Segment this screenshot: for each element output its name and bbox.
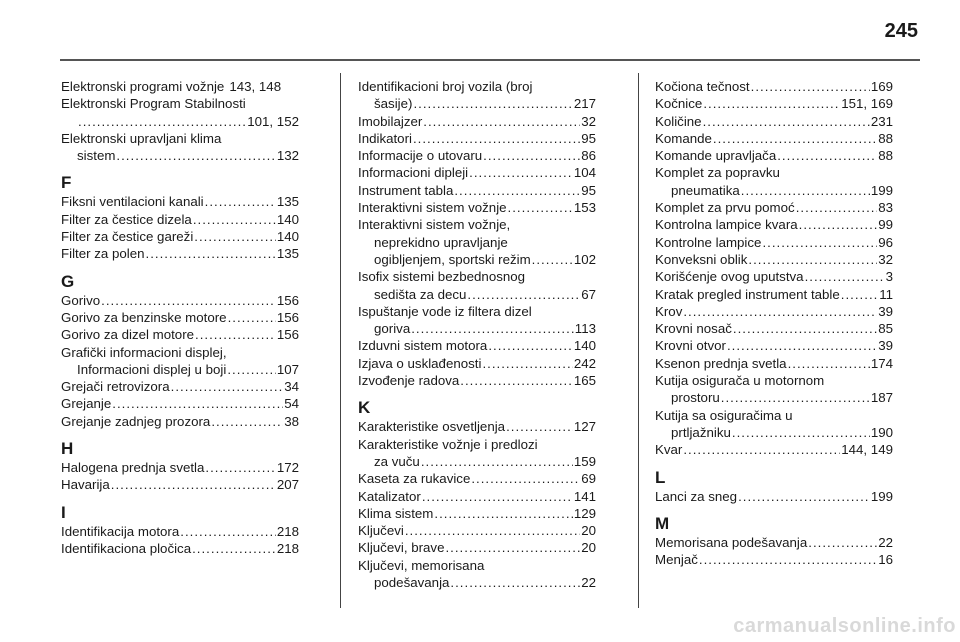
index-entry-page: 88 xyxy=(878,130,893,146)
index-entry-page: 156 xyxy=(276,327,299,343)
index-entry xyxy=(655,424,893,441)
index-entry-page: 34 xyxy=(284,379,299,395)
dot-leader xyxy=(738,488,870,505)
index-entry-text: neprekidno upravljanje xyxy=(374,234,508,250)
index-entry xyxy=(655,130,893,147)
index-entry xyxy=(655,251,893,268)
index-entry xyxy=(61,147,299,164)
index-entry-term: Informacije o utovaru xyxy=(358,148,483,164)
header-rule xyxy=(60,59,920,61)
index-entry xyxy=(61,228,299,245)
index-entry-term: Količine xyxy=(655,113,702,129)
index-entry-page: 3 xyxy=(885,269,893,285)
dot-leader xyxy=(434,505,572,522)
index-entry-text: Karakteristike vožnje i predlozi xyxy=(358,436,538,452)
index-entry-page: 38 xyxy=(284,413,299,429)
dot-leader xyxy=(703,95,840,112)
index-entry-page: 88 xyxy=(878,148,893,164)
index-entry-term: Klima sistem xyxy=(358,505,434,521)
index-entry-term: Identifikaciona pločica xyxy=(61,540,192,556)
dot-leader xyxy=(713,130,877,147)
index-entry-page: 242 xyxy=(573,355,596,371)
index-entry-term: Komande xyxy=(655,130,712,146)
index-entry-page: 20 xyxy=(581,523,596,539)
index-entry-term: Kratak pregled instrument table xyxy=(655,286,840,302)
index-column-2 xyxy=(358,78,596,591)
index-letter-heading: L xyxy=(655,467,666,487)
index-entry-page: 39 xyxy=(878,338,893,354)
index-entry-page: 69 xyxy=(581,471,596,487)
index-entry xyxy=(655,147,893,164)
index-entry xyxy=(358,574,596,591)
index-entry-page: 190 xyxy=(870,424,893,440)
dot-leader xyxy=(808,534,877,551)
dot-leader xyxy=(841,286,878,303)
index-entry xyxy=(655,389,893,406)
index-entry-text: Grafički informacioni displej, xyxy=(61,344,227,360)
index-entry xyxy=(655,337,893,354)
index-entry-page: 159 xyxy=(573,453,596,469)
index-entry-page: 156 xyxy=(276,309,299,325)
index-entry-page: 140 xyxy=(276,229,299,245)
index-entry xyxy=(358,95,596,112)
dot-leader xyxy=(445,539,580,556)
index-entry-term: Krovni nosač xyxy=(655,321,732,337)
index-entry-page: 67 xyxy=(581,286,596,302)
index-entry xyxy=(655,355,893,372)
index-entry xyxy=(358,286,596,303)
column-divider xyxy=(340,73,341,608)
index-entry xyxy=(655,234,893,251)
index-entry-page: 141 xyxy=(573,488,596,504)
index-entry-term: sedišta za decu xyxy=(374,286,467,302)
index-entry-page: 99 xyxy=(878,217,893,233)
index-entry xyxy=(358,164,596,181)
index-entry-term: Kvar xyxy=(655,442,683,458)
index-entry-term: sistem xyxy=(77,148,116,164)
index-entry xyxy=(358,505,596,522)
dot-leader xyxy=(506,418,573,435)
index-entry-term: Interaktivni sistem vožnje xyxy=(358,200,507,216)
index-entry-page: 199 xyxy=(870,182,893,198)
index-entry xyxy=(655,268,893,285)
index-entry xyxy=(61,378,299,395)
index-entry xyxy=(655,303,893,320)
index-entry xyxy=(61,395,299,412)
index-entry-page: 32 xyxy=(878,251,893,267)
index-entry xyxy=(358,130,596,147)
index-entry xyxy=(358,522,596,539)
index-entry xyxy=(358,539,596,556)
index-entry-term: Indikatori xyxy=(358,130,412,146)
index-entry-term: Informacioni displej u boji xyxy=(77,361,227,377)
index-entry-text: Identifikacioni broj vozila (broj xyxy=(358,79,533,94)
index-entry xyxy=(358,251,596,268)
index-entry-term: Ključevi xyxy=(358,523,404,539)
index-entry-text: Kutija sa osiguračima u xyxy=(655,407,793,423)
index-entry-term: podešavanja xyxy=(374,575,450,591)
index-entry-term: Izduvni sistem motora xyxy=(358,338,488,354)
dot-leader xyxy=(205,193,276,210)
index-entry-page: 102 xyxy=(573,251,596,267)
index-entry-term: Izjava o usklađenosti xyxy=(358,355,482,371)
index-entry xyxy=(655,320,893,337)
dot-leader xyxy=(483,147,580,164)
index-entry-term: Ključevi, brave xyxy=(358,540,445,556)
index-entry-page: 207 xyxy=(276,477,299,493)
index-entry xyxy=(358,199,596,216)
index-entry-term: Elektronski programi vožnje xyxy=(61,79,225,94)
dot-leader xyxy=(683,303,877,320)
index-entry-term: Memorisana podešavanja xyxy=(655,534,808,550)
index-entry-term: Filter za čestice gareži xyxy=(61,229,194,245)
dot-leader xyxy=(421,453,573,470)
index-entry xyxy=(655,199,893,216)
index-entry xyxy=(358,182,596,199)
index-entry xyxy=(358,453,596,470)
dot-leader xyxy=(751,78,870,95)
index-entry-page: 172 xyxy=(276,460,299,476)
index-letter-heading: H xyxy=(61,439,74,459)
index-entry-term: Karakteristike osvetljenja xyxy=(358,419,506,435)
index-entry-page: 218 xyxy=(276,523,299,539)
index-entry-text: Kutija osigurača u motornom xyxy=(655,373,825,389)
index-entry xyxy=(358,113,596,130)
index-entry-page: 113 xyxy=(574,321,596,337)
index-entry xyxy=(358,147,596,164)
index-entry-term: Kaseta za rukavice xyxy=(358,471,471,487)
dot-leader xyxy=(748,251,877,268)
index-entry-term: Grejači retrovizora xyxy=(61,379,170,395)
index-entry-page: 165 xyxy=(573,373,596,389)
index-entry-term: Filter za polen xyxy=(61,246,145,262)
index-entry-page: 231 xyxy=(870,113,893,129)
dot-leader xyxy=(471,470,580,487)
index-entry-text: Ključevi, memorisana xyxy=(358,557,485,573)
index-letter-heading: M xyxy=(655,513,670,533)
index-entry-page: 156 xyxy=(276,292,299,308)
dot-leader xyxy=(460,372,573,389)
index-entry xyxy=(655,216,893,233)
index-entry-page: 218 xyxy=(276,540,299,556)
dot-leader xyxy=(227,361,276,378)
index-entry-page: 135 xyxy=(276,246,299,262)
dot-leader xyxy=(796,199,878,216)
dot-leader xyxy=(467,286,580,303)
dot-leader xyxy=(211,413,283,430)
index-entry-page: 135 xyxy=(276,194,299,210)
index-entry-page: 86 xyxy=(581,148,596,164)
dot-leader xyxy=(116,147,275,164)
index-entry-page: 39 xyxy=(878,303,893,319)
index-entry-text: Elektronski upravljani klima xyxy=(61,130,222,146)
dot-leader xyxy=(405,522,580,539)
index-letter-heading: G xyxy=(61,271,75,291)
index-entry-term: Menjač xyxy=(655,552,698,568)
column-divider xyxy=(638,73,639,608)
index-entry-page: 129 xyxy=(573,505,596,521)
index-entry-page: 127 xyxy=(573,419,596,435)
index-entry-page: 22 xyxy=(581,575,596,591)
index-entry xyxy=(61,326,299,343)
index-entry-page: 174 xyxy=(870,355,893,371)
dot-leader xyxy=(727,337,877,354)
index-entry-page: 101, 152 xyxy=(247,113,299,129)
index-column-1 xyxy=(61,78,299,557)
index-letter-heading: F xyxy=(61,173,72,193)
index-entry-term: Gorivo xyxy=(61,292,101,308)
dot-leader xyxy=(482,355,572,372)
dot-leader xyxy=(741,182,870,199)
index-entry-page: 20 xyxy=(581,540,596,556)
index-entry xyxy=(61,292,299,309)
index-entry-term: Filter za čestice dizela xyxy=(61,211,192,227)
dot-leader xyxy=(422,488,573,505)
index-entry-page: 96 xyxy=(878,234,893,250)
index-entry-term: Gorivo za dizel motore xyxy=(61,327,195,343)
dot-leader xyxy=(762,234,877,251)
index-entry-term: prostoru xyxy=(671,390,720,406)
index-entry-term: Havarija xyxy=(61,477,110,493)
index-entry-page: 54 xyxy=(284,396,299,412)
index-entry-page: 104 xyxy=(573,165,596,181)
watermark-text: carmanualsonline.info xyxy=(733,615,956,637)
index-entry-page: 144, 149 xyxy=(841,442,893,458)
index-entry xyxy=(655,534,893,551)
index-entry-term: ogibljenjem, sportski režim xyxy=(374,251,531,267)
index-entry-page: 143, 148 xyxy=(229,79,282,94)
index-entry-page: 187 xyxy=(870,390,893,406)
dot-leader xyxy=(228,309,276,326)
index-entry-page: 83 xyxy=(878,200,893,216)
index-entry xyxy=(358,337,596,354)
dot-leader xyxy=(195,326,276,343)
index-entry-page: 132 xyxy=(276,148,299,164)
dot-leader xyxy=(508,199,573,216)
index-entry-term: Imobilajzer xyxy=(358,113,423,129)
index-entry-page: 140 xyxy=(573,338,596,354)
index-entry-term: Ksenon prednja svetla xyxy=(655,355,787,371)
dot-leader xyxy=(732,424,870,441)
index-entry-term: Identifikacija motora xyxy=(61,523,180,539)
index-entry-text: Ispuštanje vode iz filtera dizel xyxy=(358,303,532,319)
dot-leader xyxy=(699,551,877,568)
dot-leader xyxy=(112,395,283,412)
index-entry xyxy=(61,523,299,540)
index-entry-term: šasije) xyxy=(374,96,413,112)
index-entry-term: Halogena prednja svetla xyxy=(61,460,205,476)
dot-leader xyxy=(469,164,573,181)
index-entry xyxy=(61,113,299,130)
index-entry-term: Kontrolna lampice kvara xyxy=(655,217,798,233)
dot-leader xyxy=(78,113,246,130)
index-entry xyxy=(358,372,596,389)
index-entry-term: Kontrolne lampice xyxy=(655,234,762,250)
index-entry xyxy=(61,211,299,228)
dot-leader xyxy=(423,113,580,130)
dot-leader xyxy=(171,378,284,395)
index-entry xyxy=(655,95,893,112)
index-entry-page: 16 xyxy=(878,552,893,568)
index-entry-page: 85 xyxy=(878,321,893,337)
index-entry xyxy=(61,540,299,557)
index-entry xyxy=(61,245,299,262)
index-entry-term: Komplet za prvu pomoć xyxy=(655,200,795,216)
index-entry-text: Komplet za popravku xyxy=(655,165,780,181)
dot-leader xyxy=(532,251,573,268)
index-entry-text: Elektronski Program Stabilnosti xyxy=(61,96,246,112)
dot-leader xyxy=(413,95,572,112)
index-entry-page: 107 xyxy=(276,361,299,377)
index-entry xyxy=(655,182,893,199)
dot-leader xyxy=(721,389,870,406)
index-entry xyxy=(358,418,596,435)
index-entry-page: 22 xyxy=(878,534,893,550)
dot-leader xyxy=(411,320,574,337)
index-entry-term: Lanci za sneg xyxy=(655,488,738,504)
index-entry-text: Interaktivni sistem vožnje, xyxy=(358,217,511,233)
dot-leader xyxy=(788,355,870,372)
index-entry xyxy=(655,488,893,505)
index-entry-term: goriva xyxy=(374,321,411,337)
page-number: 245 xyxy=(884,20,918,42)
index-entry-page: 11 xyxy=(879,286,893,302)
index-entry xyxy=(655,113,893,130)
index-entry xyxy=(655,551,893,568)
index-entry-page: 199 xyxy=(870,488,893,504)
index-entry-term: Fiksni ventilacioni kanali xyxy=(61,194,204,210)
index-entry xyxy=(61,193,299,210)
dot-leader xyxy=(193,211,276,228)
index-entry xyxy=(358,355,596,372)
index-entry xyxy=(61,413,299,430)
dot-leader xyxy=(413,130,580,147)
index-entry xyxy=(358,488,596,505)
dot-leader xyxy=(683,441,840,458)
index-entry-term: Informacioni dipleji xyxy=(358,165,469,181)
index-entry-term: Komande upravljača xyxy=(655,148,777,164)
index-entry-term: Krovni otvor xyxy=(655,338,726,354)
index-entry xyxy=(61,309,299,326)
index-entry xyxy=(61,78,299,95)
index-entry xyxy=(61,476,299,493)
dot-leader xyxy=(777,147,877,164)
dot-leader xyxy=(205,459,275,476)
index-entry-page: 140 xyxy=(276,211,299,227)
index-entry-term: Krov xyxy=(655,303,683,319)
dot-leader xyxy=(733,320,877,337)
index-column-3 xyxy=(655,78,893,568)
index-entry-term: Korišćenje ovog uputstva xyxy=(655,269,804,285)
index-entry-page: 217 xyxy=(573,96,596,112)
index-entry-term: prtljažniku xyxy=(671,424,731,440)
index-entry xyxy=(358,470,596,487)
dot-leader xyxy=(192,540,276,557)
dot-leader xyxy=(488,337,572,354)
dot-leader xyxy=(180,523,276,540)
index-letter-heading: K xyxy=(358,398,371,418)
index-entry-term: Grejanje xyxy=(61,396,112,412)
index-entry-term: Grejanje zadnjeg prozora xyxy=(61,413,211,429)
index-entry xyxy=(61,459,299,476)
index-entry-term: za vuču xyxy=(374,453,420,469)
index-entry-term: Konveksni oblik xyxy=(655,251,748,267)
index-entry-term: Izvođenje radova xyxy=(358,373,460,389)
index-entry xyxy=(358,320,596,337)
dot-leader xyxy=(194,228,276,245)
dot-leader xyxy=(799,216,878,233)
index-entry-term: pneumatika xyxy=(671,182,740,198)
dot-leader xyxy=(454,182,580,199)
index-entry-term: Instrument tabla xyxy=(358,182,454,198)
index-entry xyxy=(61,361,299,378)
dot-leader xyxy=(101,292,276,309)
index-letter-heading: I xyxy=(61,502,66,522)
index-entry-page: 95 xyxy=(581,182,596,198)
dot-leader xyxy=(703,113,870,130)
index-entry-page: 95 xyxy=(581,130,596,146)
index-entry xyxy=(655,286,893,303)
index-entry-text: Isofix sistemi bezbednosnog xyxy=(358,269,526,285)
index-entry-page: 153 xyxy=(573,200,596,216)
index-entry xyxy=(655,78,893,95)
index-entry-term: Gorivo za benzinske motore xyxy=(61,309,227,325)
dot-leader xyxy=(805,268,885,285)
index-entry xyxy=(655,441,893,458)
index-entry-page: 32 xyxy=(581,113,596,129)
dot-leader xyxy=(146,245,276,262)
index-entry-page: 169 xyxy=(870,79,893,94)
index-entry-page: 151, 169 xyxy=(841,96,893,112)
index-entry-term: Kočiona tečnost xyxy=(655,79,750,94)
dot-leader xyxy=(111,476,276,493)
index-entry-term: Kočnice xyxy=(655,96,703,112)
index-entry-term: Katalizator xyxy=(358,488,421,504)
dot-leader xyxy=(450,574,580,591)
